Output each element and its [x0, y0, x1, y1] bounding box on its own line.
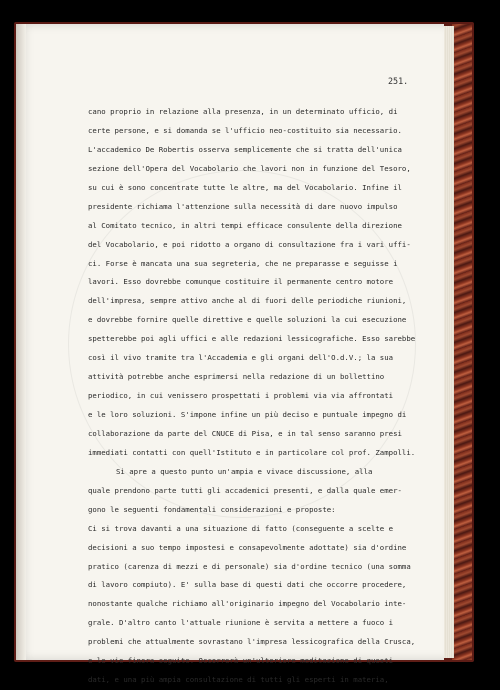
text-line: periodico, in cui venissero prospettati i problemi via via affrontati — [88, 391, 394, 401]
text-line: al Comitato tecnico, in altri tempi efficace consulente della direzione — [88, 220, 402, 230]
text-line: spetterebbe poi agli uffici e alle redazioni lessicografiche. Esso sarebbe — [88, 334, 416, 344]
text-line: e dovrebbe fornire quelle direttive e quelle soluzioni la cui esecuzione — [88, 315, 407, 325]
text-line: così il vivo tramite tra l'Accademia e gli organi dell'O.d.V.; la sua — [88, 353, 394, 363]
text-line: sezione dell'Opera del Vocabolario che lavori non in funzione del Tesoro, — [88, 163, 411, 173]
text-line: dati, e una più ampia consultazione di tutti gli esperti in materia, — [88, 675, 389, 685]
text-line: lavori. Esso dovrebbe comunque costituire il permanente centro motore — [88, 277, 394, 287]
text-line: Ci si trova davanti a una situazione di fatto (conseguente a scelte e — [88, 523, 394, 533]
text-line: di lavoro compiuto). E' sulla base di questi dati che occorre procedere, — [88, 580, 407, 590]
text-line: immediati contatti con quell'Istituto e in particolare col prof. Zampolli. — [88, 447, 416, 457]
text-line: del Vocabolario, e poi ridotto a organo di consultazione fra i vari uffi- — [88, 239, 411, 249]
text-line: certe persone, e si domanda se l'ufficio neo-costituito sia necessario. — [88, 125, 402, 135]
text-line: e le loro soluzioni. S'impone infine un più deciso e puntuale impegno di — [88, 410, 407, 419]
text-line: e le vie finora seguite. Occorrerà un'ulteriore meditazione di questi — [88, 656, 394, 666]
text-line: decisioni a suo tempo impostesi e consapevolmente adottate) sia d'ordine — [88, 542, 407, 552]
page-gutter — [16, 24, 26, 660]
text-line: ci. Forse è mancata una sua segreteria, che ne preparasse e seguisse i — [88, 258, 398, 268]
text-line: attività potrebbe anche esprimersi nella redazione di un bollettino — [88, 372, 385, 382]
text-line: dell'impresa, sempre attivo anche al di fuori delle periodiche riunioni, — [88, 296, 407, 306]
body-text — [88, 103, 432, 690]
text-line: problemi che attualmente sovrastano l'impresa lessicografica della Crusca, — [88, 637, 416, 647]
text-line: presidente richiama l'attenzione sulla necessità di dare nuovo impulso — [88, 201, 398, 211]
text-line: cano proprio in relazione alla presenza, in un determinato ufficio, di — [88, 107, 398, 116]
marbled-edge — [452, 24, 472, 660]
page-number: 251. — [388, 76, 409, 86]
text-line: grale. D'altro canto l'attuale riunione è servita a mettere a fuoco i — [88, 618, 394, 628]
text-line: pratico (carenza di mezzi e di personale) sia d'ordine tecnico (una somma — [88, 561, 411, 571]
text-line: quale prendono parte tutti gli accademici presenti, e dalla quale emer- — [88, 485, 402, 495]
text-line: nonostante qualche richiamo all'originario impegno del Vocabolario inte- — [88, 599, 407, 609]
text-line: gono le seguenti fondamentali considerazioni e proposte: — [88, 504, 336, 514]
text-line: Si apre a questo punto un'ampia e vivace discussione, alla — [116, 466, 373, 476]
text-line: L'accademico De Robertis osserva semplicemente che si tratta dell'unica — [88, 144, 402, 154]
text-line: su cui è sono concentrate tutte le altre, ma del Vocabolario. Infine il — [88, 182, 402, 192]
text-line: collaborazione da parte del CNUCE di Pisa, e in tal senso saranno presi — [88, 428, 402, 438]
